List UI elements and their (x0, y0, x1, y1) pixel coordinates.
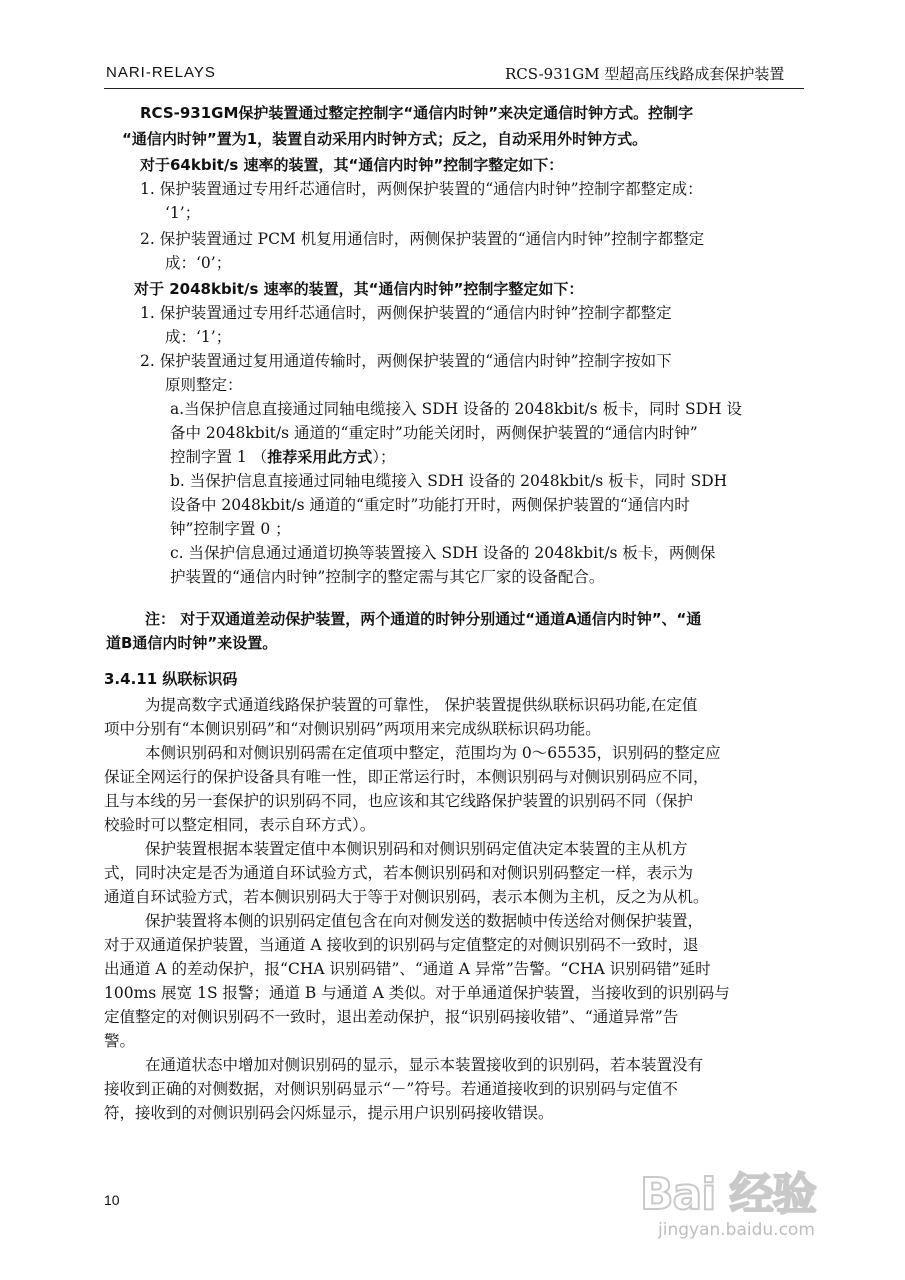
text-line: a.当保护信息直接通过同轴电缆接入 SDH 设备的 2048kbit/s 板卡，同时 SDH 设 (170, 400, 742, 418)
text-line: 设备中 2048kbit/s 通道的“重定时”功能打开时，两侧保护装置的“通信内时 (170, 496, 690, 514)
text-line: b. 当保护信息直接通过同轴电缆接入 SDH 设备的 2048kbit/s 板卡，同时 SDH (170, 472, 728, 490)
text-line: 对于64kbit/s 速率的装置，其“通信内时钟”控制字整定如下： (140, 156, 564, 174)
baidu-logo: Bai 经验 (640, 1169, 816, 1220)
text-line: 通道自环试验方式，若本侧识别码大于等于对侧识别码，表示本侧为主机，反之为从机。 (104, 888, 709, 906)
page-number: 10 (104, 1192, 120, 1208)
text-line: 钟”控制字置 0 ； (170, 520, 291, 538)
text-line: 成：‘1’； (165, 328, 232, 346)
header-rule (104, 88, 804, 89)
text-line (170, 446, 396, 468)
text-line: 在通道状态中增加对侧识别码的显示，显示本装置接收到的识别码，若本装置没有 (145, 1056, 704, 1074)
text-line: 2. 保护装置通过 PCM 机复用通信时，两侧保护装置的“通信内时钟”控制字都整定 (140, 230, 705, 248)
text-line: 原则整定： (165, 376, 243, 394)
note-line: 道B通信内时钟”来设置。 (106, 634, 278, 652)
recommended-note: 推荐采用此方式 (267, 448, 373, 466)
text-line: 式，同时决定是否为通道自环试验方式，若本侧识别码和对侧识别码整定一样，表示为 (104, 864, 694, 882)
section-heading: 3.4.11 纵联标识码 (104, 670, 238, 688)
text-line: 成：‘0’； (165, 254, 232, 272)
text-line: 项中分别有“本侧识别码”和“对侧识别码”两项用来完成纵联标识码功能。 (104, 720, 601, 738)
text-line: 1. 保护装置通过专用纤芯通信时，两侧保护装置的“通信内时钟”控制字都整定成： (140, 180, 703, 198)
watermark-site: jingyan.baidu.com (658, 1220, 815, 1240)
header-right: RCS-931GM 型超高压线路成套保护装置 (505, 65, 785, 83)
text-line: 本侧识别码和对侧识别码需在定值项中整定，范围均为 0～65535，识别码的整定应 (145, 744, 721, 762)
text-line: 护装置的“通信内时钟”控制字的整定需与其它厂家的设备配合。 (170, 568, 605, 586)
text-line: “通信内时钟”置为1，装置自动采用内时钟方式；反之，自动采用外时钟方式。 (122, 130, 648, 148)
text-line: 保证全网运行的保护设备具有唯一性，即正常运行时，本侧识别码与对侧识别码应不同， (104, 768, 709, 786)
text-line: 接收到正确的对侧数据，对侧识别码显示“－”符号。若通道接收到的识别码与定值不 (104, 1080, 678, 1098)
text-line: 备中 2048kbit/s 通道的“重定时”功能关闭时，两侧保护装置的“通信内时钟” (170, 424, 698, 442)
text-line: 对于双通道保护装置，当通道 A 接收到的识别码与定值整定的对侧识别码不一致时，退 (104, 936, 699, 954)
text-segment: ）； (372, 448, 396, 466)
text-line: 100ms 展宽 1S 报警；通道 B 与通道 A 类似。对于单通道保护装置，当接收到的识别码与 (104, 984, 730, 1002)
text-line: RCS-931GM保护装置通过整定控制字“通信内时钟”来决定通信时钟方式。控制字 (140, 104, 694, 122)
text-line: 校验时可以整定相同，表示自环方式）。 (104, 816, 376, 834)
text-line: ‘1’； (165, 204, 201, 222)
text-segment: 控制字置 1 （ (170, 448, 268, 466)
text-line: 为提高数字式通道线路保护装置的可靠性， 保护装置提供纵联标识码功能,在定值 (145, 696, 698, 714)
text-line: 2. 保护装置通过复用通道传输时，两侧保护装置的“通信内时钟”控制字按如下 (140, 352, 672, 370)
note-line: 注： 对于双通道差动保护装置，两个通道的时钟分别通过“通道A通信内时钟”、“通 (145, 610, 702, 628)
text-line: 1. 保护装置通过专用纤芯通信时，两侧保护装置的“通信内时钟”控制字都整定 (140, 304, 672, 322)
text-line: 保护装置将本侧的识别码定值包含在向对侧发送的数据帧中传送给对侧保护装置， (145, 912, 704, 930)
text-line: 警。 (104, 1032, 136, 1050)
text-line: 保护装置根据本装置定值中本侧识别码和对侧识别码定值决定本装置的主从机方 (145, 840, 688, 858)
baidu-watermark (640, 1158, 870, 1248)
text-line: 且与本线的另一套保护的识别码不同，也应该和其它线路保护装置的识别码不同（保护 (104, 792, 694, 810)
text-line: 定值整定的对侧识别码不一致时，退出差动保护，报“识别码接收错”、“通道异常”告 (104, 1008, 679, 1026)
header-left: NARI-RELAYS (106, 64, 216, 81)
text-line: 对于 2048kbit/s 速率的装置，其“通信内时钟”控制字整定如下： (134, 280, 584, 298)
text-line: c. 当保护信息通过通道切换等装置接入 SDH 设备的 2048kbit/s 板卡，两侧保 (170, 544, 716, 562)
text-line: 出通道 A 的差动保护，报“CHA 识别码错”、“通道 A 异常”告警。“CHA 识别码错”延时 (104, 960, 711, 978)
text-line: 符，接收到的对侧识别码会闪烁显示，提示用户识别码接收错误。 (104, 1104, 554, 1122)
